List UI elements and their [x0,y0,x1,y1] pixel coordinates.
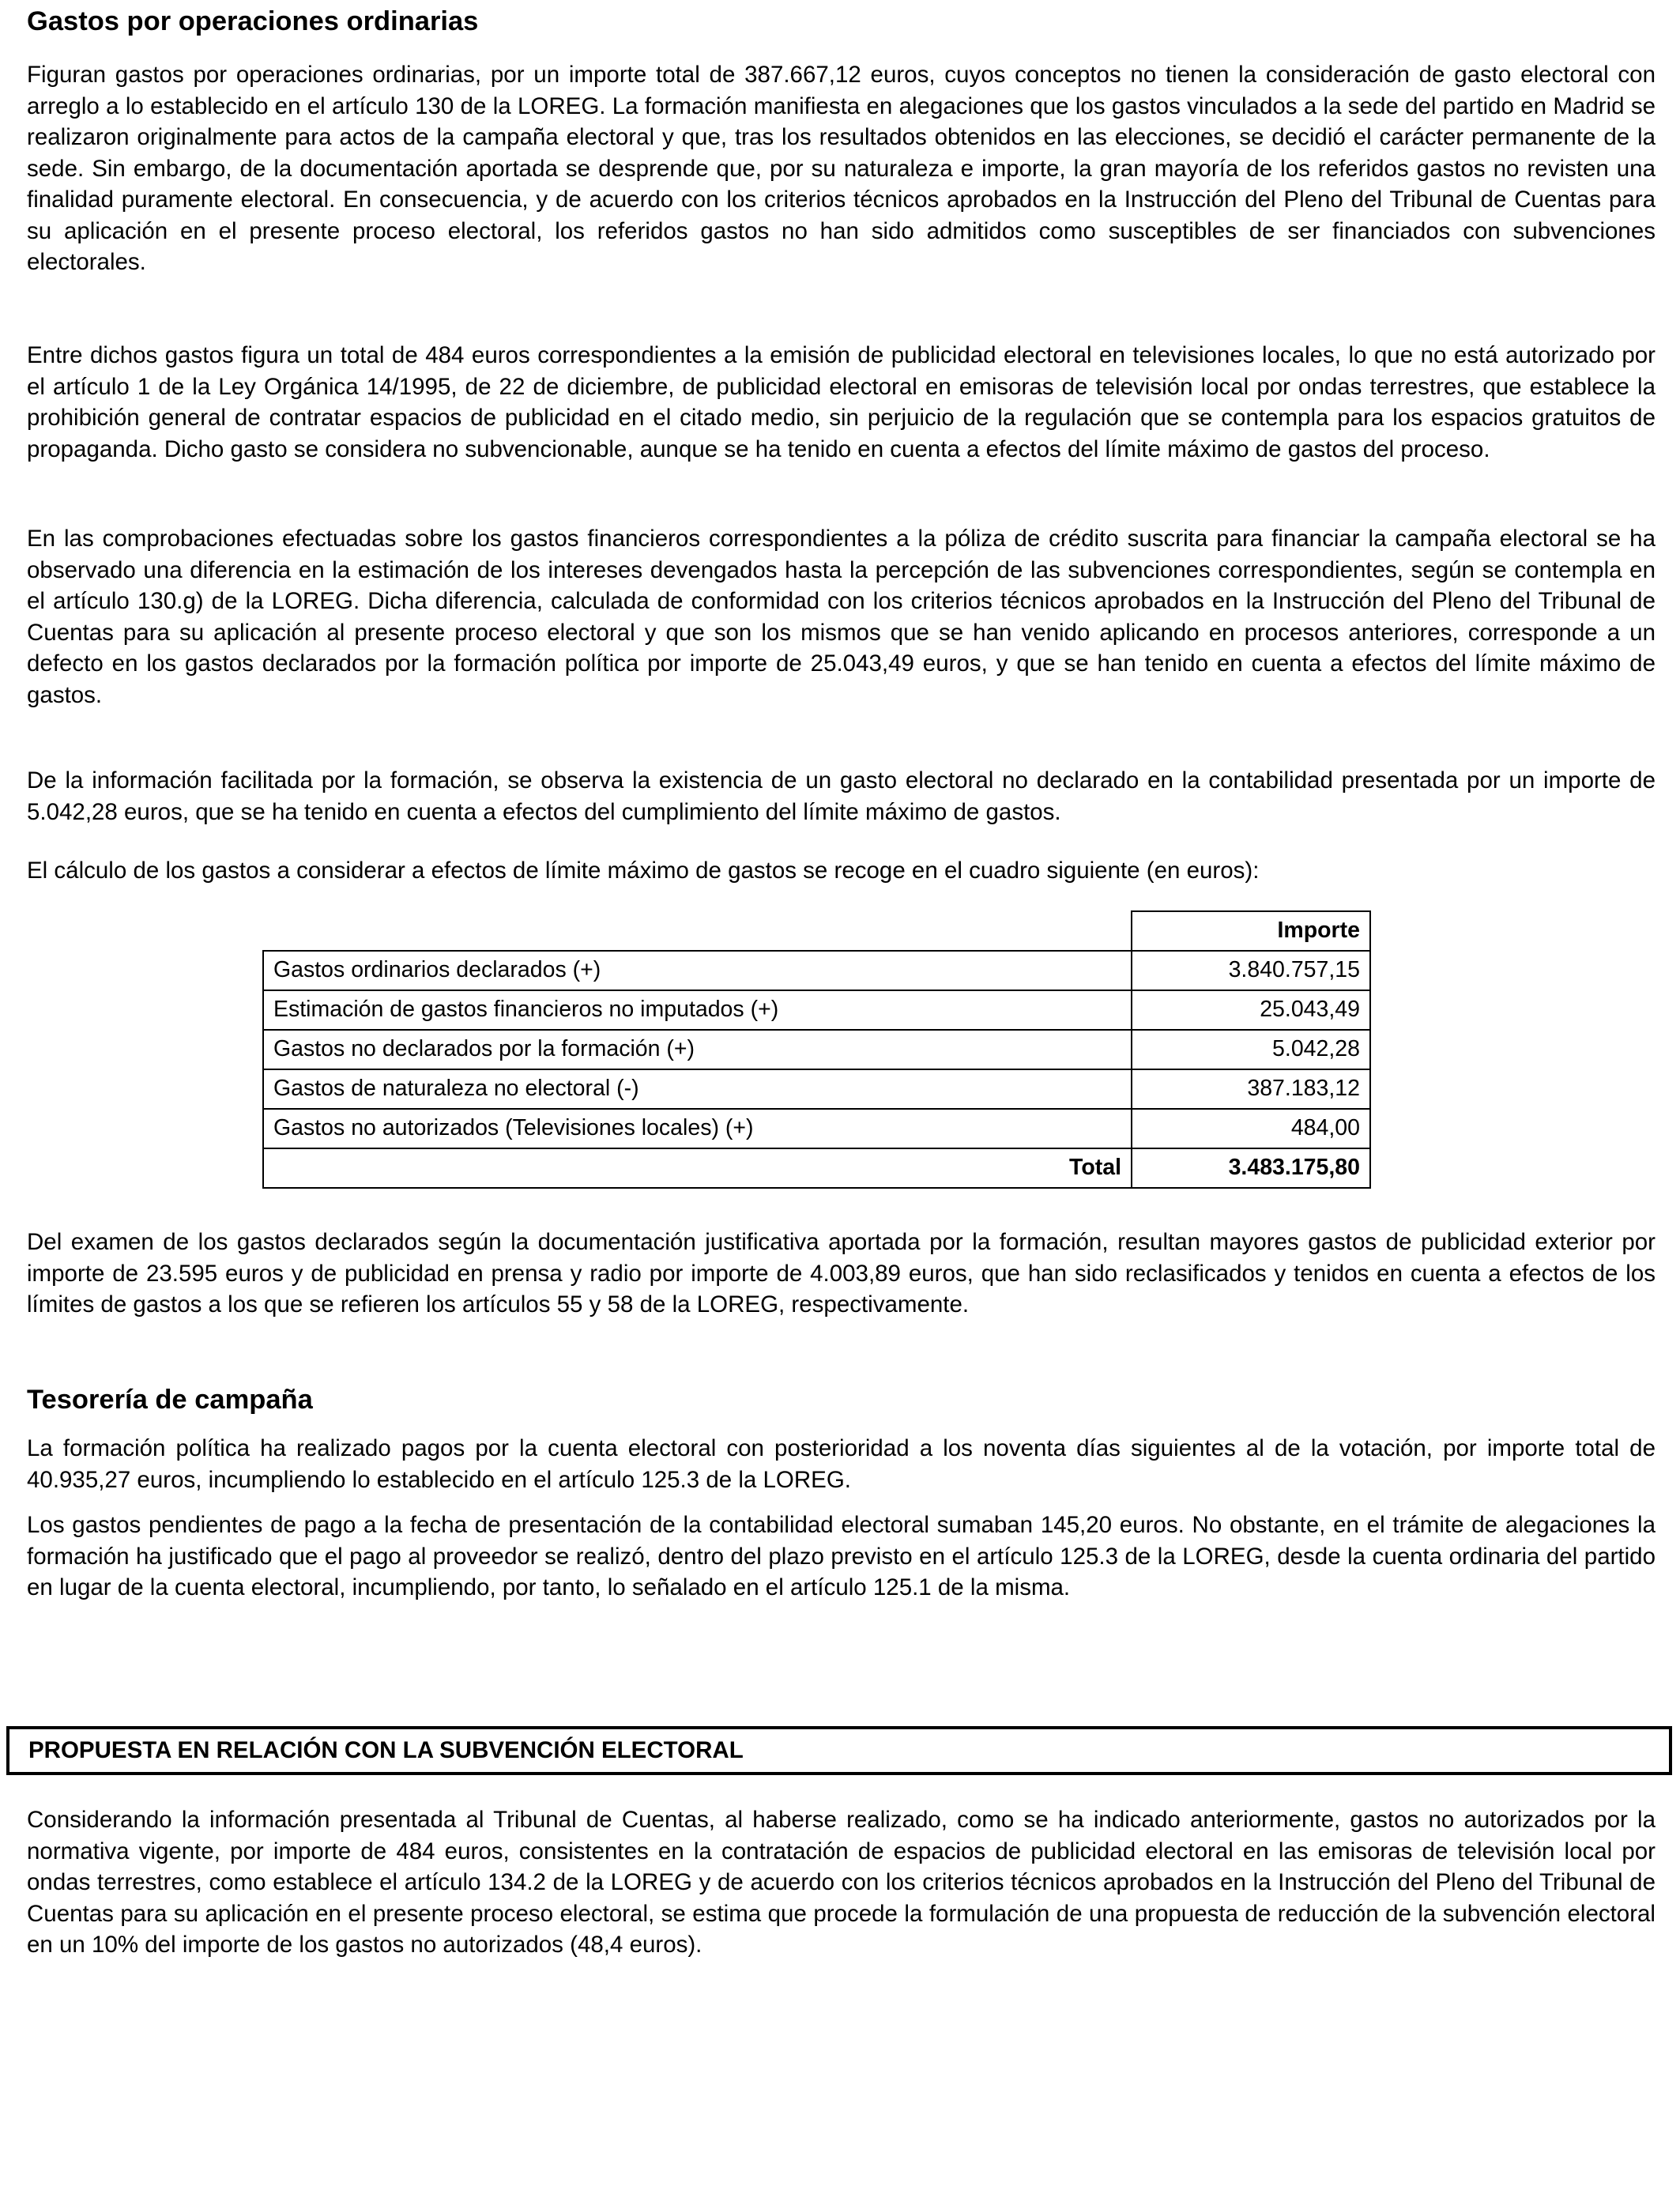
paragraph-gastos-4: De la información facilitada por la formación, se observa la existencia de un gasto electoral no declarado en la contabilidad presentada por un importe de 5.042,28 euros, que se ha tenido en cuenta a efectos del cumplimiento del límite máximo de gastos. [27,767,1656,825]
paragraph-tesoreria-2: Los gastos pendientes de pago a la fecha de presentación de la contabilidad electoral sumaban 145,20 euros. No obstante, en el trámite de alegaciones la formación ha justificado que el pago al proveedor se realizó, dentro del plazo previsto en el artículo 125.3 de la LOREG, desde la cuenta ordinaria del partido en lugar de la cuenta electoral, incumpliendo, por tanto, lo señalado en el artículo 125.1 de la misma. [27,1512,1656,1600]
table-cell-label: Gastos de naturaleza no electoral (-) [263,1069,1132,1109]
table-cell-label: Estimación de gastos financieros no imputados (+) [263,990,1132,1030]
table-cell-value: 5.042,28 [1132,1030,1370,1069]
table-header-importe: Importe [1132,911,1370,951]
table-cell-label: Gastos no autorizados (Televisiones locales) (+) [263,1109,1132,1148]
table-total-value: 3.483.175,80 [1132,1148,1370,1188]
table-cell-value: 387.183,12 [1132,1069,1370,1109]
table-cell-value: 3.840.757,15 [1132,951,1370,990]
section-heading-tesoreria: Tesorería de campaña [27,1385,313,1415]
table-row [263,951,1370,990]
table-cell-label: Gastos ordinarios declarados (+) [263,951,1132,990]
paragraph-propuesta: Considerando la información presentada al Tribunal de Cuentas, al haberse realizado, como se ha indicado anteriormente, gastos no autorizados por la normativa vigente, por importe de 484 euros, consistentes en la contratación de espacios de publicidad electoral en las emisoras de televisión local por ondas terrestres, como establece el artículo 134.2 de la LOREG y de acuerdo con los criterios técnicos aprobados en la Instrucción del Pleno del Tribunal de Cuentas para su aplicación en el presente proceso electoral, se estima que procede la formulación de una propuesta de reducción de la subvención electoral en un 10% del importe de los gastos no autorizados (48,4 euros). [27,1807,1656,1958]
paragraph-gastos-3: En las comprobaciones efectuadas sobre los gastos financieros correspondientes a la póliza de crédito suscrita para financiar la campaña electoral se ha observado una diferencia en la estimación de los intereses devengados hasta la percepción de las subvenciones correspondientes, según se contempla en el artículo 130.g) de la LOREG. Dicha diferencia, calculada de conformidad con los criterios técnicos aprobados en la Instrucción del Pleno del Tribunal de Cuentas para su aplicación al presente proceso electoral y que son los mismos que se han venido aplicando en procesos anteriores, corresponde a un defecto en los gastos declarados por la formación política por importe de 25.043,49 euros, y que se han tenido en cuenta a efectos del límite máximo de gastos. [27,526,1656,708]
table-cell-label: Gastos no declarados por la formación (+) [263,1030,1132,1069]
table-row [263,1109,1370,1148]
table-row [263,1030,1370,1069]
expense-limit-table [262,910,1371,1189]
table-total-label: Total [263,1148,1132,1188]
table-header-blank [263,911,1132,951]
paragraph-gastos-1: Figuran gastos por operaciones ordinarias, por un importe total de 387.667,12 euros, cuyos conceptos no tienen la consideración de gasto electoral con arreglo a lo establecido en el artículo 130 de la LOREG. La formación manifiesta en alegaciones que los gastos vinculados a la sede del partido en Madrid se realizaron originalmente para actos de la campaña electoral y que, tras los resultados obtenidos en las elecciones, se decidió el carácter permanente de la sede. Sin embargo, de la documentación aportada se desprende que, por su naturaleza e importe, la gran mayoría de los referidos gastos no revisten una finalidad puramente electoral. En consecuencia, y de acuerdo con los criterios técnicos aprobados en la Instrucción del Pleno del Tribunal de Cuentas para su aplicación en el presente proceso electoral, los referidos gastos no han sido admitidos como susceptibles de ser financiados con subvenciones electorales. [27,62,1656,275]
table-row [263,990,1370,1030]
section-heading-propuesta: PROPUESTA EN RELACIÓN CON LA SUBVENCIÓN ELECTORAL [6,1726,1672,1775]
table-row [263,1069,1370,1109]
paragraph-gastos-2: Entre dichos gastos figura un total de 484 euros correspondientes a la emisión de publicidad electoral en televisiones locales, lo que no está autorizado por el artículo 1 de la Ley Orgánica 14/1995, de 22 de diciembre, de publicidad electoral en emisoras de televisión local por ondas terrestres, que establece la prohibición general de contratar espacios de publicidad en el citado medio, sin perjuicio de la regulación que se contempla para los espacios gratuitos de propaganda. Dicho gasto se considera no subvencionable, aunque se ha tenido en cuenta a efectos del límite máximo de gastos del proceso. [27,342,1656,462]
paragraph-after-table: Del examen de los gastos declarados según la documentación justificativa aportada por la formación, resultan mayores gastos de publicidad exterior por importe de 23.595 euros y de publicidad en prensa y radio por importe de 4.003,89 euros, que han sido reclasificados y tenidos en cuenta a efectos de los límites de gastos a los que se refieren los artículos 55 y 58 de la LOREG, respectivamente. [27,1229,1656,1318]
paragraph-gastos-5: El cálculo de los gastos a considerar a efectos de límite máximo de gastos se recoge en el cuadro siguiente (en euros): [27,858,1260,884]
paragraph-tesoreria-1: La formación política ha realizado pagos por la cuenta electoral con posterioridad a los noventa días siguientes al de la votación, por importe total de 40.935,27 euros, incumpliendo lo establecido en el artículo 125.3 de la LOREG. [27,1435,1656,1493]
table-cell-value: 484,00 [1132,1109,1370,1148]
section-heading-gastos-ordinarios: Gastos por operaciones ordinarias [27,6,479,36]
table-total-row [263,1148,1370,1188]
table-header-row [263,911,1370,951]
table-cell-value: 25.043,49 [1132,990,1370,1030]
